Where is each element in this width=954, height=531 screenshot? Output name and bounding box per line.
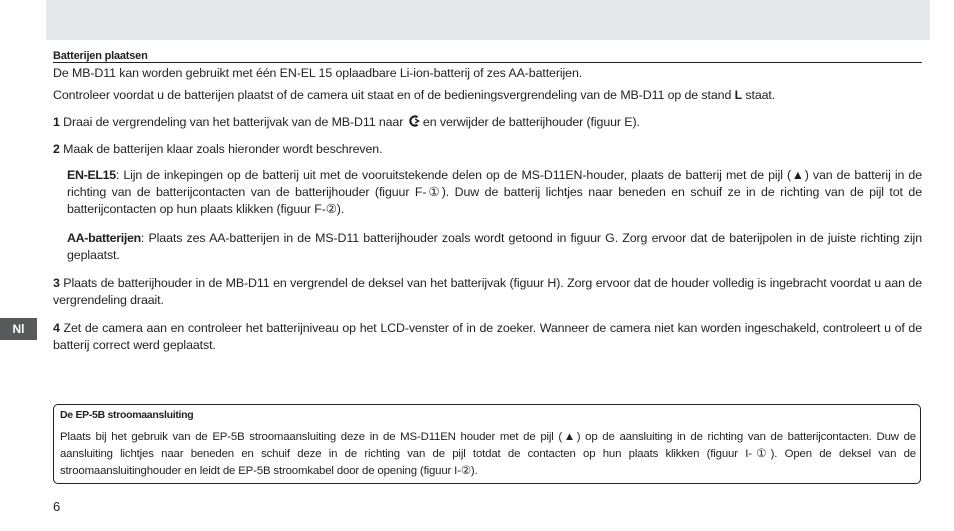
intro2-text: Controleer voordat u de batterijen plaatst of de camera uit staat en of de bedieningsvergrendeling van de MB-D11 op de stand — [53, 88, 735, 102]
step-2 — [53, 141, 382, 158]
note-title: De EP-5B stroomaansluiting — [60, 409, 194, 421]
header-band — [46, 0, 930, 40]
intro-paragraph-2 — [53, 87, 775, 104]
step-text: Maak de batterijen klaar zoals hieronder wordt beschreven. — [59, 142, 383, 156]
step-number: 4 — [53, 321, 60, 335]
step-3 — [53, 275, 922, 309]
step-text: Zet de camera aan en controleer het batterijniveau op het LCD-venster of in de zoeker. Wanneer de camera niet kan worden ingeschakeld, controleert u of de batterij correct werd geplaatst. — [53, 321, 922, 352]
step-text: Plaats de batterijhouder in de MB-D11 en vergrendel de deksel van het batterijvak (figuur H). Zorg ervoor dat de houder volledig is ingebracht voordat u aan de vergrendeling draait. — [53, 276, 922, 307]
step-text: Draai de vergrendeling van het batterijvak van de MB-D11 naar — [59, 115, 407, 129]
step-1 — [53, 114, 640, 131]
step-number: 2 — [53, 142, 60, 156]
step-text-end: en verwijder de batterijhouder (figuur E). — [419, 115, 640, 129]
step-number: 1 — [53, 115, 60, 129]
enel15-instructions — [67, 167, 922, 218]
note-box — [53, 404, 921, 484]
language-tab: Nl — [0, 318, 37, 340]
intro2-end: staat. — [742, 88, 776, 102]
section-title: Batterijen plaatsen — [53, 50, 922, 63]
aa-label: AA-batterijen — [67, 231, 141, 245]
step-number: 3 — [53, 276, 60, 290]
aa-text: : Plaats zes AA-batterijen in de MS-D11 batterijhouder zoals wordt getoond in figuur G. Zorg ervoor dat de baterijpolen in de juiste richting zijn geplaatst. — [67, 231, 922, 262]
aa-instructions — [67, 230, 922, 264]
lock-position-label: L — [734, 88, 743, 102]
note-body: Plaats bij het gebruik van de EP-5B stroomaansluiting deze in de MS-D11EN houder met de pijl (▲) op de aansluiting in de richting van de batterijcontacten. Duw de aansluiting lichtjes naar beneden en schuif deze in de richting van de pijl totdat de contacten op hun plaats klikken (figuur I-①). Open de deksel van de stroomaansluitinghouder en leidt de EP-5B stroomkabel door de opening (figuur I-②). — [60, 431, 916, 477]
page-number: 6 — [53, 499, 61, 514]
enel15-label: EN-EL15 — [67, 168, 116, 182]
step-4 — [53, 320, 922, 354]
intro-paragraph-1: De MB-D11 kan worden gebruikt met één EN-EL 15 oplaadbare Li-ion-batterij of zes AA-batterijen. — [53, 66, 583, 80]
unlock-symbol-icon — [407, 115, 420, 129]
enel15-text: : Lijn de inkepingen op de batterij uit met de vooruitstekende delen op de MS-D11EN-houder, plaats de batterij met de pijl (▲) van de batterij in de richting van de batterijcontacten van de batterijhouder (figuur F-①). Duw de batterij lichtjes naar beneden en schuif ze in de richting van de pijl tot de batterijcontacten op hun plaats klikken (figuur F-②). — [67, 168, 922, 216]
